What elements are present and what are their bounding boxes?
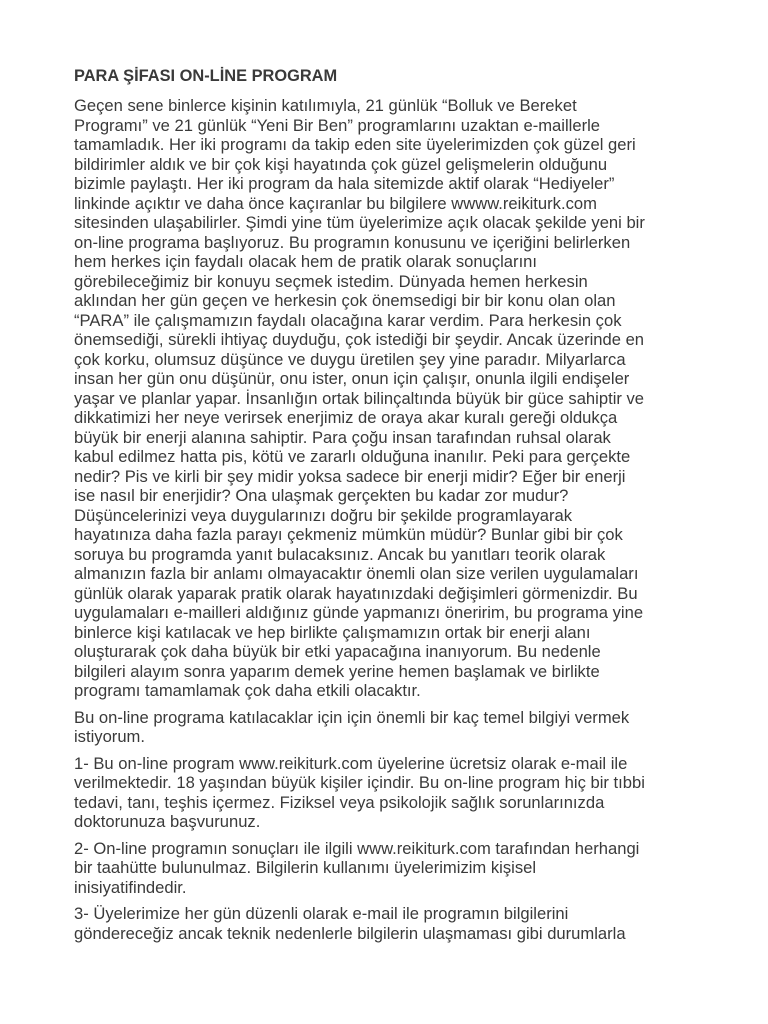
document-page xyxy=(74,66,724,950)
document-title: PARA ŞİFASI ON-LİNE PROGRAM xyxy=(74,67,338,85)
text-line: istiyorum. xyxy=(74,727,145,746)
paragraph xyxy=(74,96,724,701)
text-line: doktorunuza başvurunuz. xyxy=(74,812,261,831)
text-line: 3- Üyelerimize her gün düzenli olarak e-mail ile programın bilgilerini xyxy=(74,904,569,923)
text-line: uygulamaları e-mailleri aldığınız günde yapmanızı öneririm, bu programa yine xyxy=(74,603,644,622)
text-line: görebileceğimiz bir konuyu seçmek istedim. Dünyada hemen herkesin xyxy=(74,271,588,291)
text-line: Programı” ve 21 günlük “Yeni Bir Ben” programlarını uzaktan e-maillerle xyxy=(74,115,601,135)
text-line: almanızın fazla bir anlamı olmayacaktır önemli olan size verilen uygulamaları xyxy=(74,564,639,583)
text-line: kabul edilmez hatta pis, kötü ve zararlı olduğuna inanılır. Peki para gerçekte xyxy=(74,447,631,466)
paragraph xyxy=(74,708,724,747)
text-line: insan her gün onu düşünür, onu ister, onun için çalışır, onunla ilgili endişeler xyxy=(74,369,630,388)
text-line: sitesinden ulaşabilirler. Şimdi yine tüm üyelerimize açık olacak şekilde yeni bir xyxy=(74,213,645,232)
text-line: Düşüncelerinizi veya duygularınızı doğru bir şekilde programlayarak xyxy=(74,505,573,525)
text-line: 1- Bu on-line program www.reikiturk.com üyelerine ücretsiz olarak e-mail ile xyxy=(74,753,628,773)
text-line: bilgileri alayım sonra yaparım demek yerine hemen başlamak ve birlikte xyxy=(74,661,600,681)
document-body xyxy=(74,96,724,943)
text-line: tedavi, tanı, teşhis içermez. Fiziksel veya psikolojik sağlık sorunlarınızda xyxy=(74,792,605,812)
text-line: göndereceğiz ancak teknik nedenlerle bilgilerin ulaşmaması gibi durumlarla xyxy=(74,923,626,943)
text-line: programı tamamlamak çok daha etkili olacaktır. xyxy=(74,681,421,700)
text-line: soruya bu programda yanıt bulacaksınız. Ancak bu yanıtları teorik olarak xyxy=(74,544,606,564)
text-line: önemsediği, sürekli ihtiyaç duyduğu, çok istediği bir şeydir. Ancak üzerinde en xyxy=(74,330,645,349)
text-line: hem herkes için faydalı olacak hem de pratik olarak sonuçlarını xyxy=(74,252,538,271)
text-line: bildirimler aldık ve bir çok kişi hayatında çok güzel gelişmelerin olduğunu xyxy=(74,154,608,174)
text-line: linkinde açıktır ve daha önce kaçıranlar bu bilgilere wwww.reikiturk.com xyxy=(74,193,597,213)
text-line: yaşar ve planlar yapar. İnsanlığın ortak bilinçaltında büyük bir güce sahiptir ve xyxy=(74,388,645,408)
text-line: oluşturarak çok daha büyük bir etki yapacağına inanıyorum. Bu nedenle xyxy=(74,642,601,661)
text-line: bir taahütte bulunulmaz. Bilgilerin kullanımı üyelerimizim kişisel xyxy=(74,858,537,877)
text-line: inisiyatifindedir. xyxy=(74,877,187,897)
text-line: hayatınıza daha fazla parayı çekmeniz mümkün müdür? Bunlar gibi bir çok xyxy=(74,525,623,544)
text-line: on-line programa başlıyoruz. Bu programın konusunu ve içeriğini belirlerken xyxy=(74,232,631,252)
text-line: tamamladık. Her iki programı da takip eden site üyelerimizden çok güzel geri xyxy=(74,135,636,154)
text-line: ise nasıl bir enerjidir? Ona ulaşmak gerçekten bu kadar zor mudur? xyxy=(74,486,569,505)
text-line: Bu on-line programa katılacaklar için için önemli bir kaç temel bilgiyi vermek xyxy=(74,707,630,727)
paragraph xyxy=(74,839,724,898)
text-line: aklından her gün geçen ve herkesin çok önemsedigi bir bir konu olan olan xyxy=(74,291,616,310)
text-line: Geçen sene binlerce kişinin katılımıyla, 21 günlük “Bolluk ve Bereket xyxy=(74,96,577,115)
text-line: nedir? Pis ve kirli bir şey midir yoksa sadece bir enerji midir? Eğer bir enerji xyxy=(74,466,626,486)
text-line: bizimle paylaştı. Her iki program da hala sitemizde aktif olarak “Hediyeler” xyxy=(74,174,615,193)
paragraph xyxy=(74,904,724,943)
text-line: 2- On-line programın sonuçları ile ilgili www.reikiturk.com tarafından herhangi xyxy=(74,838,640,858)
text-line: dikkatimizi her neye verirsek enerjimiz de oraya akar kuralı gereği oldukça xyxy=(74,408,618,427)
text-line: günlük olarak yaparak pratik olarak hayatınızdaki değişimleri görmenizdir. Bu xyxy=(74,583,638,603)
text-line: verilmektedir. 18 yaşından büyük kişiler içindir. Bu on-line program hiç bir tıbbi xyxy=(74,773,645,792)
paragraph xyxy=(74,754,724,832)
text-line: binlerce kişi katılacak ve hep birlikte çalışmamızın ortak bir enerji alanı xyxy=(74,622,591,642)
text-line: büyük bir enerji alanına sahiptir. Para çoğu insan tarafından ruhsal olarak xyxy=(74,427,611,447)
text-line: “PARA” ile çalışmamızın faydalı olacağına karar verdim. Para herkesin çok xyxy=(74,310,622,330)
text-line: çok korku, olumsuz düşünce ve duygu üretilen şey yine paradır. Milyarlarca xyxy=(74,349,626,369)
